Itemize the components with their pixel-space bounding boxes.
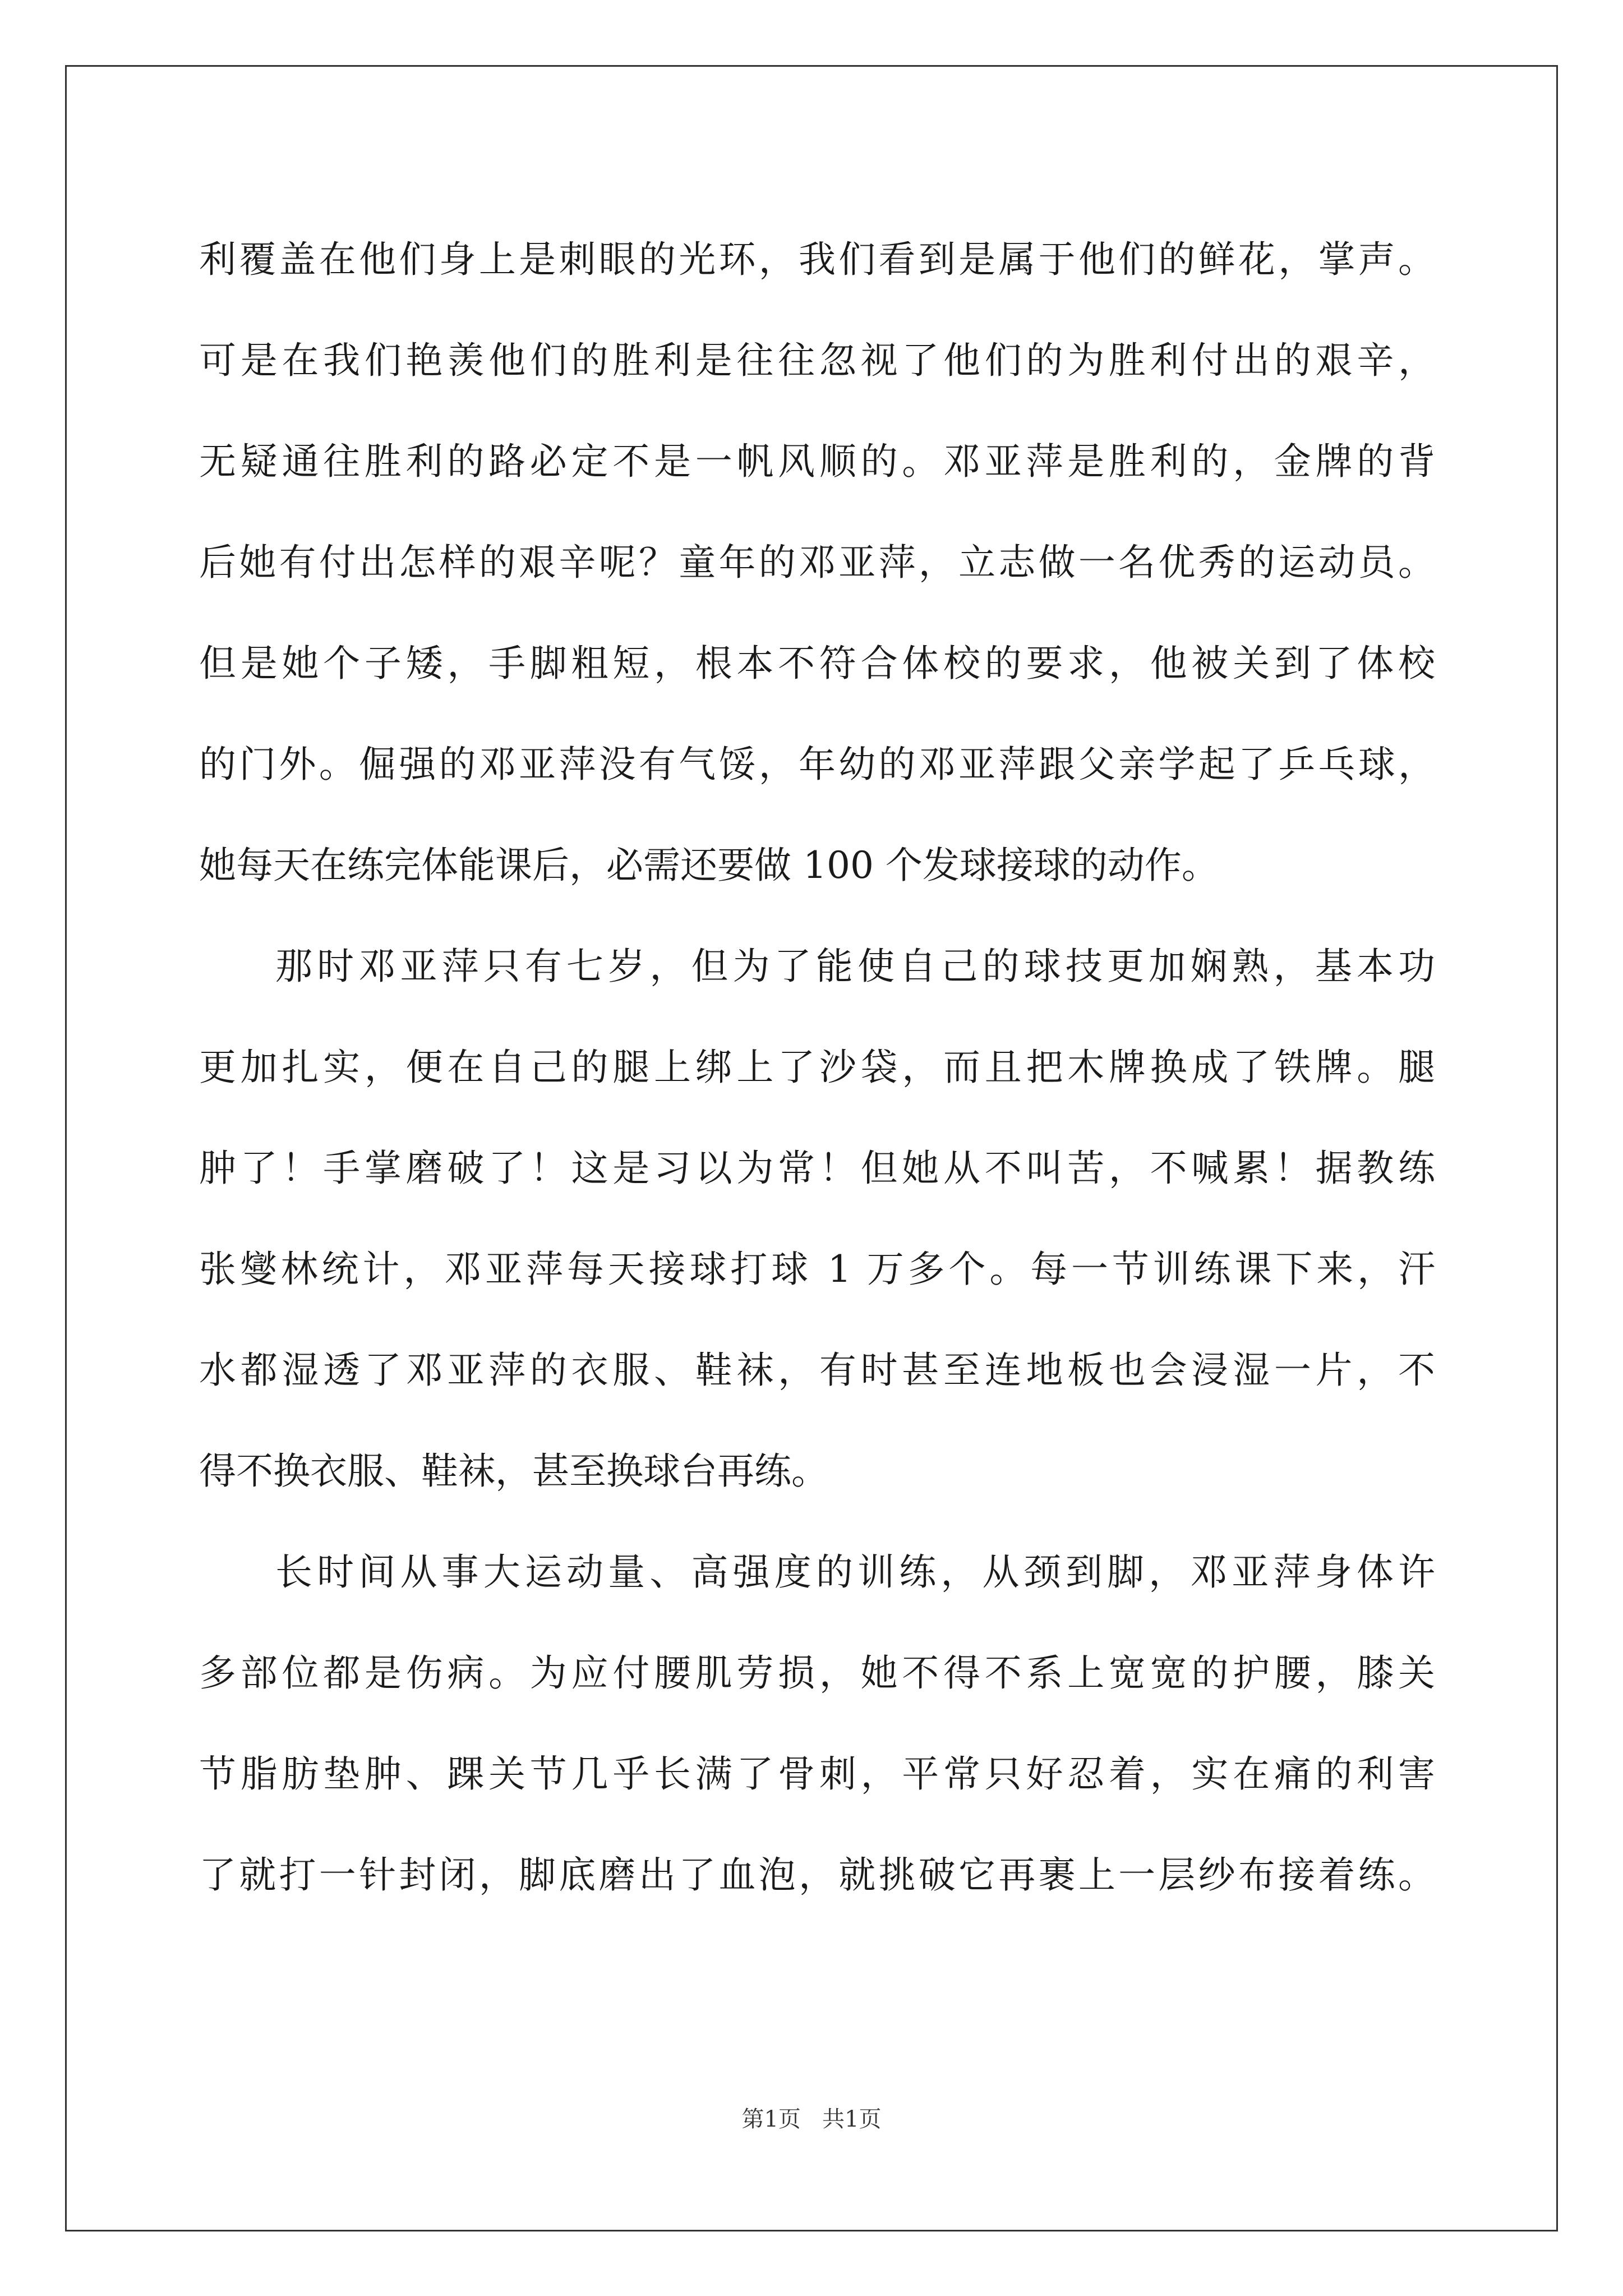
page-footer: 第1页 共1页 xyxy=(741,2106,882,2132)
text-line: 那时邓亚萍只有七岁，但为了能使自己的球技更加娴熟，基本功 xyxy=(275,945,1435,988)
text-line: 多部位都是伤病。为应付腰肌劳损，她不得不系上宽宽的护腰，膝关 xyxy=(199,1651,1435,1695)
text-line: 利覆盖在他们身上是刺眼的光环，我们看到是属于他们的鲜花，掌声。 xyxy=(199,238,1435,281)
text-line: 张燮林统计，邓亚萍每天接球打球 1 万多个。每一节训练课下来，汗 xyxy=(199,1248,1435,1291)
text-line: 更加扎实，便在自己的腿上绑上了沙袋，而且把木牌换成了铁牌。腿 xyxy=(199,1046,1435,1089)
text-line: 得不换衣服、鞋袜，甚至换球台再练。 xyxy=(199,1450,828,1493)
text-line: 了就打一针封闭，脚底磨出了血泡，就挑破它再裹上一层纱布接着练。 xyxy=(199,1853,1435,1897)
text-line: 节脂肪垫肿、踝关节几乎长满了骨刺，平常只好忍着，实在痛的利害 xyxy=(199,1752,1435,1796)
text-line: 肿了！手掌磨破了！这是习以为常！但她从不叫苦，不喊累！据教练 xyxy=(199,1147,1435,1190)
text-line: 水都湿透了邓亚萍的衣服、鞋袜，有时甚至连地板也会浸湿一片，不 xyxy=(199,1349,1435,1392)
text-line: 长时间从事大运动量、高强度的训练，从颈到脚，邓亚萍身体许 xyxy=(275,1550,1435,1594)
text-line: 她每天在练完体能课后，必需还要做 100 个发球接球的动作。 xyxy=(199,844,1219,887)
text-line: 后她有付出怎样的艰辛呢？童年的邓亚萍，立志做一名优秀的运动员。 xyxy=(199,541,1435,584)
text-line: 可是在我们艳羡他们的胜利是往往忽视了他们的为胜利付出的艰辛， xyxy=(199,339,1435,382)
document-body xyxy=(199,209,1435,1926)
text-line: 的门外。倔强的邓亚萍没有气馁，年幼的邓亚萍跟父亲学起了乒乓球， xyxy=(199,743,1435,786)
text-line: 但是她个子矮，手脚粗短，根本不符合体校的要求，他被关到了体校 xyxy=(199,642,1435,685)
text-line: 无疑通往胜利的路必定不是一帆风顺的。邓亚萍是胜利的，金牌的背 xyxy=(199,440,1435,483)
